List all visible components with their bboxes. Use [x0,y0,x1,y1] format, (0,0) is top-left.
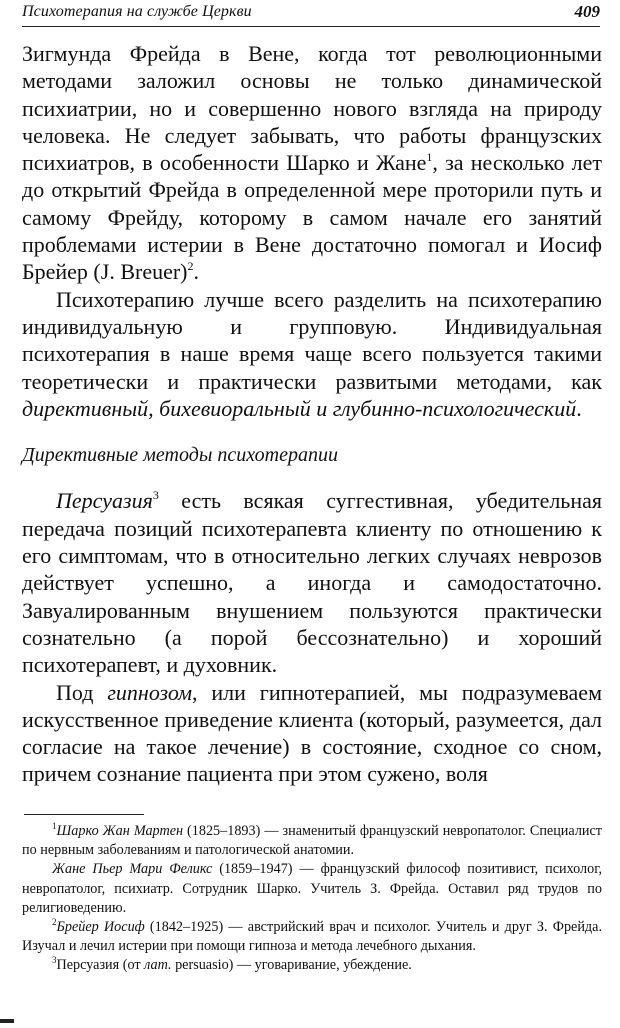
footnote-text: (1859–1947) — французский философ позитивист, психолог, невропатолог, психиатр. Сотрудник Шарко. Учитель З. Фрейда. Оставил ряд трудов по религиоведению. [22,861,602,916]
paragraph-persuasion [22,487,602,678]
paragraph-text: , за несколько лет до открытий Фрейда в определенной мере проторили путь и самому Фрейду, которому в самом начале его занятий проблемами истерии в Вене достаточно помогал и Иосиф Брейер (J. Breuer) [22,150,603,285]
footnote-text: (1842–1925) — австрийский врач и психолог. Учитель и друг З. Фрейда. Изучал и лечил истерии при помощи гипноза и метода лечебного дыхания. [22,919,602,955]
paragraph-text: есть всякая суггестивная, убедительная передача позиций психотерапевта клиенту по отношению к его симптомам, что в относительно легких случаях неврозов действует успешно, а иногда и самодостаточно. Завуалированным внушением пользуются практически сознательно (а порой бессознательно) и хороший психотерапевт, и духовник. [22,488,602,678]
paragraph-text: Под [56,679,108,705]
main-text [22,40,602,788]
running-header [22,0,600,27]
paragraph-hypnosis [22,679,602,788]
paragraph-text: . [193,259,200,285]
footnote-ref: 3 [152,488,159,503]
footnote-name: Брейер Иосиф [56,919,145,936]
scan-edge-mark [0,1019,14,1023]
footnote-mark: 1 [52,821,57,831]
paragraph-psychotherapy-types [22,286,602,422]
paragraph-text: . [576,395,582,421]
footnote-text: persuasio) — уговаривание, убеждение. [171,957,412,974]
section-subheading: Директивные методы психотерапии [22,444,338,467]
footnote-mark: 2 [52,917,57,928]
footnote-text: (1825–1893) — знаменитый французский невропатолог. Специалист по нервным заболеваниям и патологической анатомии. [22,823,602,859]
footnote-divider [24,814,144,815]
running-title: Психотерапия на службе Церкви [22,3,252,20]
term-hypnosis: гипнозом [107,679,193,705]
footnotes [22,822,602,976]
footnote-1b [22,860,602,918]
footnote-3 [22,956,602,975]
methods-list: директивный, бихевиоральный и глубинно-психологический [22,395,577,421]
paragraph-text: Психотерапию лучше всего разделить на психотерапию индивидуальную и групповую. Индивидуальная психотерапия в наше время чаще всего пользуется такими теоретически и практически развитыми методами, как [22,286,602,394]
paragraph-text: Зигмунда Фрейда в Вене, когда тот революционными методами заложил основы не только динамической психиатрии, но и совершенно нового взгляда на природу человека. Не следует забывать, что работы французских психиатров, в особенности Шарко и Жане [22,41,602,176]
footnote-name: Шарко Жан Мартен [56,823,184,839]
page-number: 409 [574,2,600,21]
paragraph-continued [22,40,602,286]
footnote-ref: 2 [187,259,194,274]
footnote-text: Персуазия (от [56,957,145,974]
footnote-1 [22,822,602,860]
term-persuasion: Персуазия [56,488,153,514]
footnote-ref: 1 [426,150,433,165]
footnote-2 [22,918,602,956]
paragraph-text: , или гипнотерапией, мы подразумеваем искусственное приведение клиента (который, разумеется, дал согласие на такое лечение) в состояние, сходное со сном, причем сознание пациента при этом сужено, воля [22,679,602,787]
footnote-lang: лат. [144,957,172,974]
footnote-mark: 3 [52,955,57,966]
footnote-name: Жане Пьер Мари Феликс [52,861,213,878]
